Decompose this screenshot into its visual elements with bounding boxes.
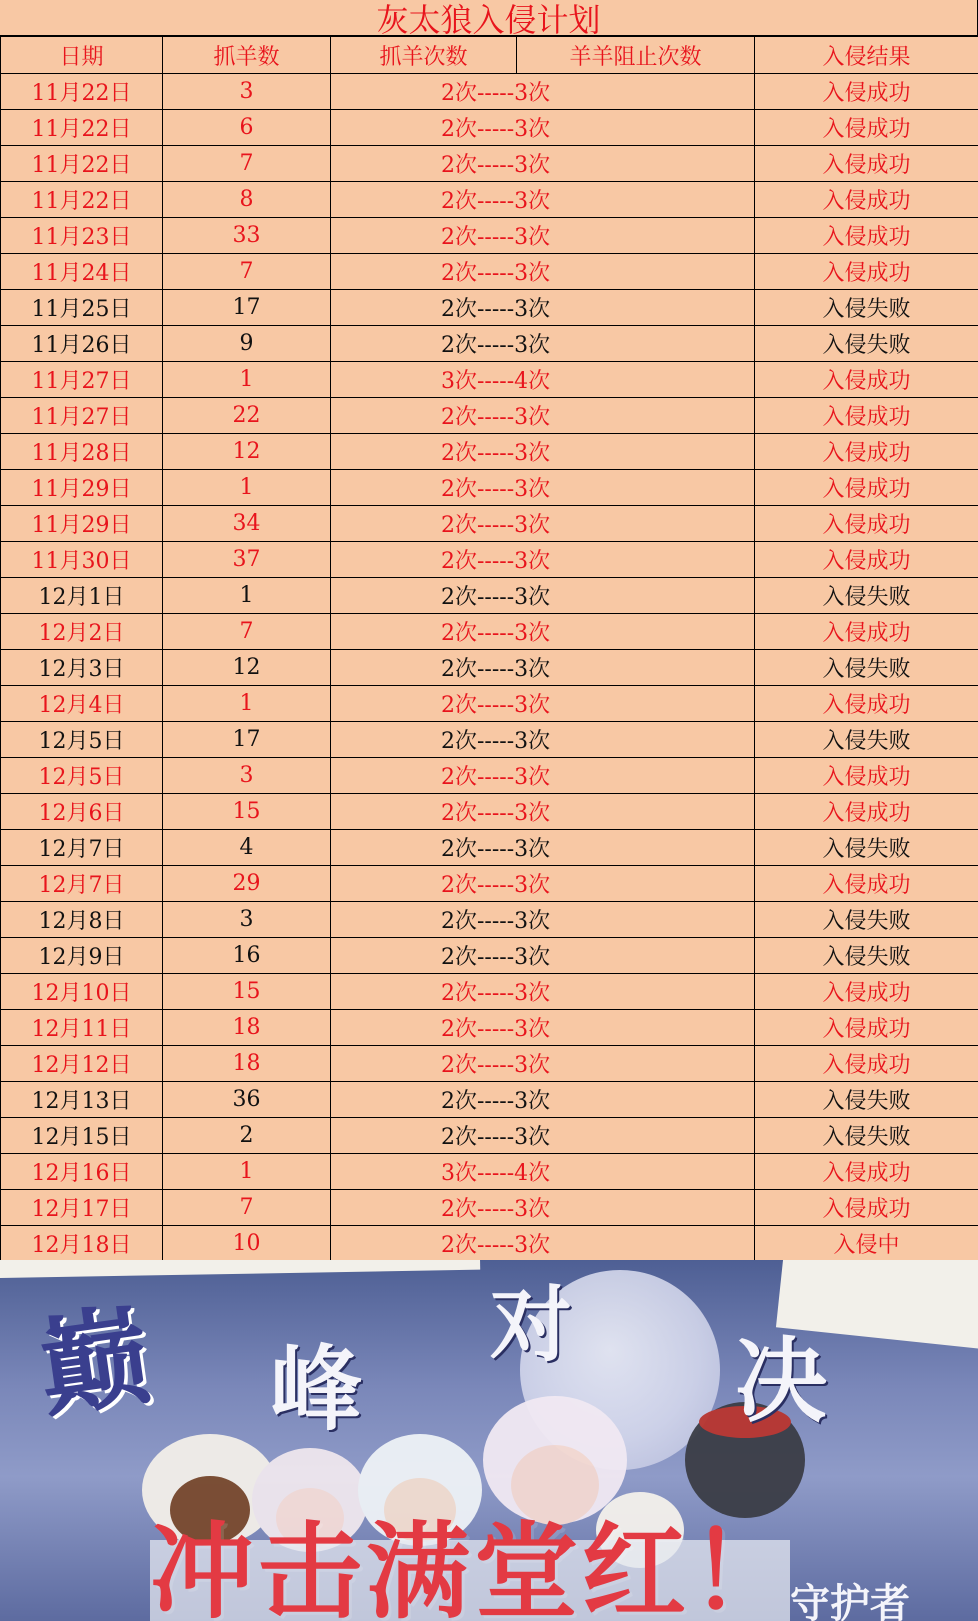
table-row (1, 254, 978, 290)
date-cell[interactable]: 12月11日 (1, 1010, 163, 1046)
table-row (1, 830, 978, 866)
date-cell[interactable]: 12月15日 (1, 1118, 163, 1154)
result-cell[interactable]: 入侵成功 (755, 614, 978, 650)
attempts-cell[interactable]: 2次-----3次 (331, 758, 755, 794)
date-cell[interactable]: 11月24日 (1, 254, 163, 290)
result-cell[interactable]: 入侵中 (755, 1226, 978, 1262)
header-blocks[interactable]: 羊羊阻止次数 (517, 37, 755, 74)
date-cell[interactable]: 12月7日 (1, 866, 163, 902)
result-cell[interactable]: 入侵成功 (755, 74, 978, 110)
result-cell[interactable]: 入侵成功 (755, 794, 978, 830)
table-row (1, 542, 978, 578)
date-cell[interactable]: 11月25日 (1, 290, 163, 326)
result-cell[interactable]: 入侵成功 (755, 506, 978, 542)
attempts-cell[interactable]: 2次-----3次 (331, 110, 755, 146)
result-cell[interactable]: 入侵成功 (755, 1046, 978, 1082)
table-row (1, 1082, 978, 1118)
date-cell[interactable]: 12月12日 (1, 1046, 163, 1082)
result-cell[interactable]: 入侵成功 (755, 254, 978, 290)
table-row (1, 470, 978, 506)
table-row (1, 74, 978, 110)
date-cell[interactable]: 12月17日 (1, 1190, 163, 1226)
count-cell[interactable]: 1 (163, 470, 331, 506)
date-cell[interactable]: 12月16日 (1, 1154, 163, 1190)
attempts-cell[interactable]: 3次-----4次 (331, 1154, 755, 1190)
date-cell[interactable]: 12月10日 (1, 974, 163, 1010)
table-row (1, 758, 978, 794)
attempts-cell[interactable]: 2次-----3次 (331, 290, 755, 326)
table-row (1, 1046, 978, 1082)
attempts-cell[interactable]: 2次-----3次 (331, 254, 755, 290)
table-row (1, 1190, 978, 1226)
result-cell[interactable]: 入侵成功 (755, 434, 978, 470)
count-cell[interactable]: 7 (163, 146, 331, 182)
result-cell[interactable]: 入侵失败 (755, 1082, 978, 1118)
table-row (1, 650, 978, 686)
date-cell[interactable]: 11月22日 (1, 146, 163, 182)
attempts-cell[interactable]: 2次-----3次 (331, 974, 755, 1010)
attempts-cell[interactable]: 2次-----3次 (331, 1118, 755, 1154)
result-cell[interactable]: 入侵成功 (755, 1154, 978, 1190)
result-cell[interactable]: 入侵失败 (755, 902, 978, 938)
attempts-cell[interactable]: 2次-----3次 (331, 686, 755, 722)
table-row (1, 1118, 978, 1154)
result-cell[interactable]: 入侵成功 (755, 398, 978, 434)
date-cell[interactable]: 11月28日 (1, 434, 163, 470)
date-cell[interactable]: 11月22日 (1, 74, 163, 110)
date-cell[interactable]: 11月23日 (1, 218, 163, 254)
result-cell[interactable]: 入侵成功 (755, 146, 978, 182)
count-cell[interactable]: 16 (163, 938, 331, 974)
poster-char-3: 对 (490, 1277, 573, 1373)
result-cell[interactable]: 入侵失败 (755, 578, 978, 614)
count-cell[interactable]: 1 (163, 578, 331, 614)
attempts-cell[interactable]: 2次-----3次 (331, 578, 755, 614)
attempts-cell[interactable]: 2次-----3次 (331, 398, 755, 434)
attempts-cell[interactable]: 2次-----3次 (331, 866, 755, 902)
count-cell[interactable]: 3 (163, 74, 331, 110)
attempts-cell[interactable]: 2次-----3次 (331, 146, 755, 182)
count-cell[interactable]: 37 (163, 542, 331, 578)
result-cell[interactable]: 入侵失败 (755, 1118, 978, 1154)
date-cell[interactable]: 12月5日 (1, 758, 163, 794)
count-cell[interactable]: 17 (163, 722, 331, 758)
table-row (1, 110, 978, 146)
date-cell[interactable]: 12月5日 (1, 722, 163, 758)
table-row (1, 326, 978, 362)
result-cell[interactable]: 入侵成功 (755, 866, 978, 902)
attempts-cell[interactable]: 2次-----3次 (331, 218, 755, 254)
result-cell[interactable]: 入侵成功 (755, 1190, 978, 1226)
result-cell[interactable]: 入侵失败 (755, 722, 978, 758)
result-cell[interactable]: 入侵成功 (755, 1010, 978, 1046)
count-cell[interactable]: 3 (163, 902, 331, 938)
header-result[interactable]: 入侵结果 (755, 37, 978, 74)
table-row (1, 182, 978, 218)
header-date[interactable]: 日期 (1, 37, 163, 74)
result-cell[interactable]: 入侵失败 (755, 650, 978, 686)
result-cell[interactable]: 入侵成功 (755, 218, 978, 254)
result-cell[interactable]: 入侵成功 (755, 542, 978, 578)
date-cell[interactable]: 11月22日 (1, 182, 163, 218)
count-cell[interactable]: 33 (163, 218, 331, 254)
result-cell[interactable]: 入侵成功 (755, 362, 978, 398)
attempts-cell[interactable]: 2次-----3次 (331, 902, 755, 938)
table-row (1, 974, 978, 1010)
table-row (1, 614, 978, 650)
attempts-cell[interactable]: 2次-----3次 (331, 1190, 755, 1226)
count-cell[interactable]: 9 (163, 326, 331, 362)
count-cell[interactable]: 12 (163, 650, 331, 686)
table-row (1, 1226, 978, 1262)
result-cell[interactable]: 入侵成功 (755, 686, 978, 722)
attempts-cell[interactable]: 2次-----3次 (331, 650, 755, 686)
count-cell[interactable]: 29 (163, 866, 331, 902)
date-cell[interactable]: 12月9日 (1, 938, 163, 974)
date-cell[interactable]: 11月30日 (1, 542, 163, 578)
attempts-cell[interactable]: 2次-----3次 (331, 326, 755, 362)
result-cell[interactable]: 入侵成功 (755, 974, 978, 1010)
table-body (1, 74, 978, 1262)
result-cell[interactable]: 入侵失败 (755, 938, 978, 974)
attempts-cell[interactable]: 2次-----3次 (331, 542, 755, 578)
table-row (1, 290, 978, 326)
count-cell[interactable]: 7 (163, 1190, 331, 1226)
table-row (1, 686, 978, 722)
attempts-cell[interactable]: 2次-----3次 (331, 74, 755, 110)
poster-char-4: 决 (735, 1327, 828, 1435)
date-cell[interactable]: 11月22日 (1, 110, 163, 146)
attempts-cell[interactable]: 2次-----3次 (331, 830, 755, 866)
sheet-title[interactable]: 灰太狼入侵计划 (0, 0, 978, 36)
attempts-cell[interactable]: 2次-----3次 (331, 1082, 755, 1118)
date-cell[interactable]: 11月26日 (1, 326, 163, 362)
result-cell[interactable]: 入侵失败 (755, 290, 978, 326)
count-cell[interactable]: 15 (163, 794, 331, 830)
header-row (1, 37, 978, 74)
table-row (1, 1154, 978, 1190)
count-cell[interactable]: 1 (163, 686, 331, 722)
count-cell[interactable]: 22 (163, 398, 331, 434)
poster-image (0, 1260, 978, 1621)
count-cell[interactable]: 18 (163, 1046, 331, 1082)
count-cell[interactable]: 3 (163, 758, 331, 794)
header-count[interactable]: 抓羊数 (163, 37, 331, 74)
result-cell[interactable]: 入侵成功 (755, 110, 978, 146)
result-cell[interactable]: 入侵失败 (755, 326, 978, 362)
attempts-cell[interactable]: 2次-----3次 (331, 938, 755, 974)
count-cell[interactable]: 12 (163, 434, 331, 470)
count-cell[interactable]: 1 (163, 1154, 331, 1190)
attempts-cell[interactable]: 2次-----3次 (331, 470, 755, 506)
date-cell[interactable]: 11月29日 (1, 470, 163, 506)
attempts-cell[interactable]: 2次-----3次 (331, 1046, 755, 1082)
header-attempts[interactable]: 抓羊次数 (331, 37, 517, 74)
table-row (1, 902, 978, 938)
attempts-cell[interactable]: 3次-----4次 (331, 362, 755, 398)
invasion-table (0, 36, 978, 1262)
attempts-cell[interactable]: 2次-----3次 (331, 614, 755, 650)
table-row (1, 578, 978, 614)
count-cell[interactable]: 8 (163, 182, 331, 218)
table-row (1, 398, 978, 434)
count-cell[interactable]: 17 (163, 290, 331, 326)
table-row (1, 218, 978, 254)
count-cell[interactable]: 6 (163, 110, 331, 146)
count-cell[interactable]: 4 (163, 830, 331, 866)
date-cell[interactable]: 12月2日 (1, 614, 163, 650)
date-cell[interactable]: 11月27日 (1, 362, 163, 398)
table-row (1, 506, 978, 542)
date-cell[interactable]: 12月1日 (1, 578, 163, 614)
table-row (1, 1010, 978, 1046)
date-cell[interactable]: 11月29日 (1, 506, 163, 542)
count-cell[interactable]: 1 (163, 362, 331, 398)
attempts-cell[interactable]: 2次-----3次 (331, 506, 755, 542)
result-cell[interactable]: 入侵成功 (755, 470, 978, 506)
date-cell[interactable]: 12月4日 (1, 686, 163, 722)
attempts-cell[interactable]: 2次-----3次 (331, 794, 755, 830)
date-cell[interactable]: 12月6日 (1, 794, 163, 830)
date-cell[interactable]: 12月3日 (1, 650, 163, 686)
attempts-cell[interactable]: 2次-----3次 (331, 1010, 755, 1046)
poster-char-2: 峰 (270, 1335, 363, 1443)
poster-corner-text: 守护者 (790, 1580, 910, 1621)
result-cell[interactable]: 入侵成功 (755, 758, 978, 794)
poster-char-1: 巅 (30, 1289, 158, 1433)
attempts-cell[interactable]: 2次-----3次 (331, 1226, 755, 1262)
count-cell[interactable]: 2 (163, 1118, 331, 1154)
table-row (1, 794, 978, 830)
count-cell[interactable]: 7 (163, 614, 331, 650)
table-row (1, 146, 978, 182)
table-row (1, 362, 978, 398)
date-cell[interactable]: 12月7日 (1, 830, 163, 866)
attempts-cell[interactable]: 2次-----3次 (331, 434, 755, 470)
count-cell[interactable]: 36 (163, 1082, 331, 1118)
table-row (1, 722, 978, 758)
poster-slogan: 冲击满堂红！ (150, 1510, 799, 1621)
count-cell[interactable]: 15 (163, 974, 331, 1010)
attempts-cell[interactable]: 2次-----3次 (331, 182, 755, 218)
table-row (1, 866, 978, 902)
date-cell[interactable]: 11月27日 (1, 398, 163, 434)
result-cell[interactable]: 入侵成功 (755, 182, 978, 218)
result-cell[interactable]: 入侵失败 (755, 830, 978, 866)
date-cell[interactable]: 12月8日 (1, 902, 163, 938)
count-cell[interactable]: 34 (163, 506, 331, 542)
date-cell[interactable]: 12月13日 (1, 1082, 163, 1118)
count-cell[interactable]: 10 (163, 1226, 331, 1262)
count-cell[interactable]: 18 (163, 1010, 331, 1046)
table-row (1, 938, 978, 974)
date-cell[interactable]: 12月18日 (1, 1226, 163, 1262)
table-row (1, 434, 978, 470)
count-cell[interactable]: 7 (163, 254, 331, 290)
attempts-cell[interactable]: 2次-----3次 (331, 722, 755, 758)
